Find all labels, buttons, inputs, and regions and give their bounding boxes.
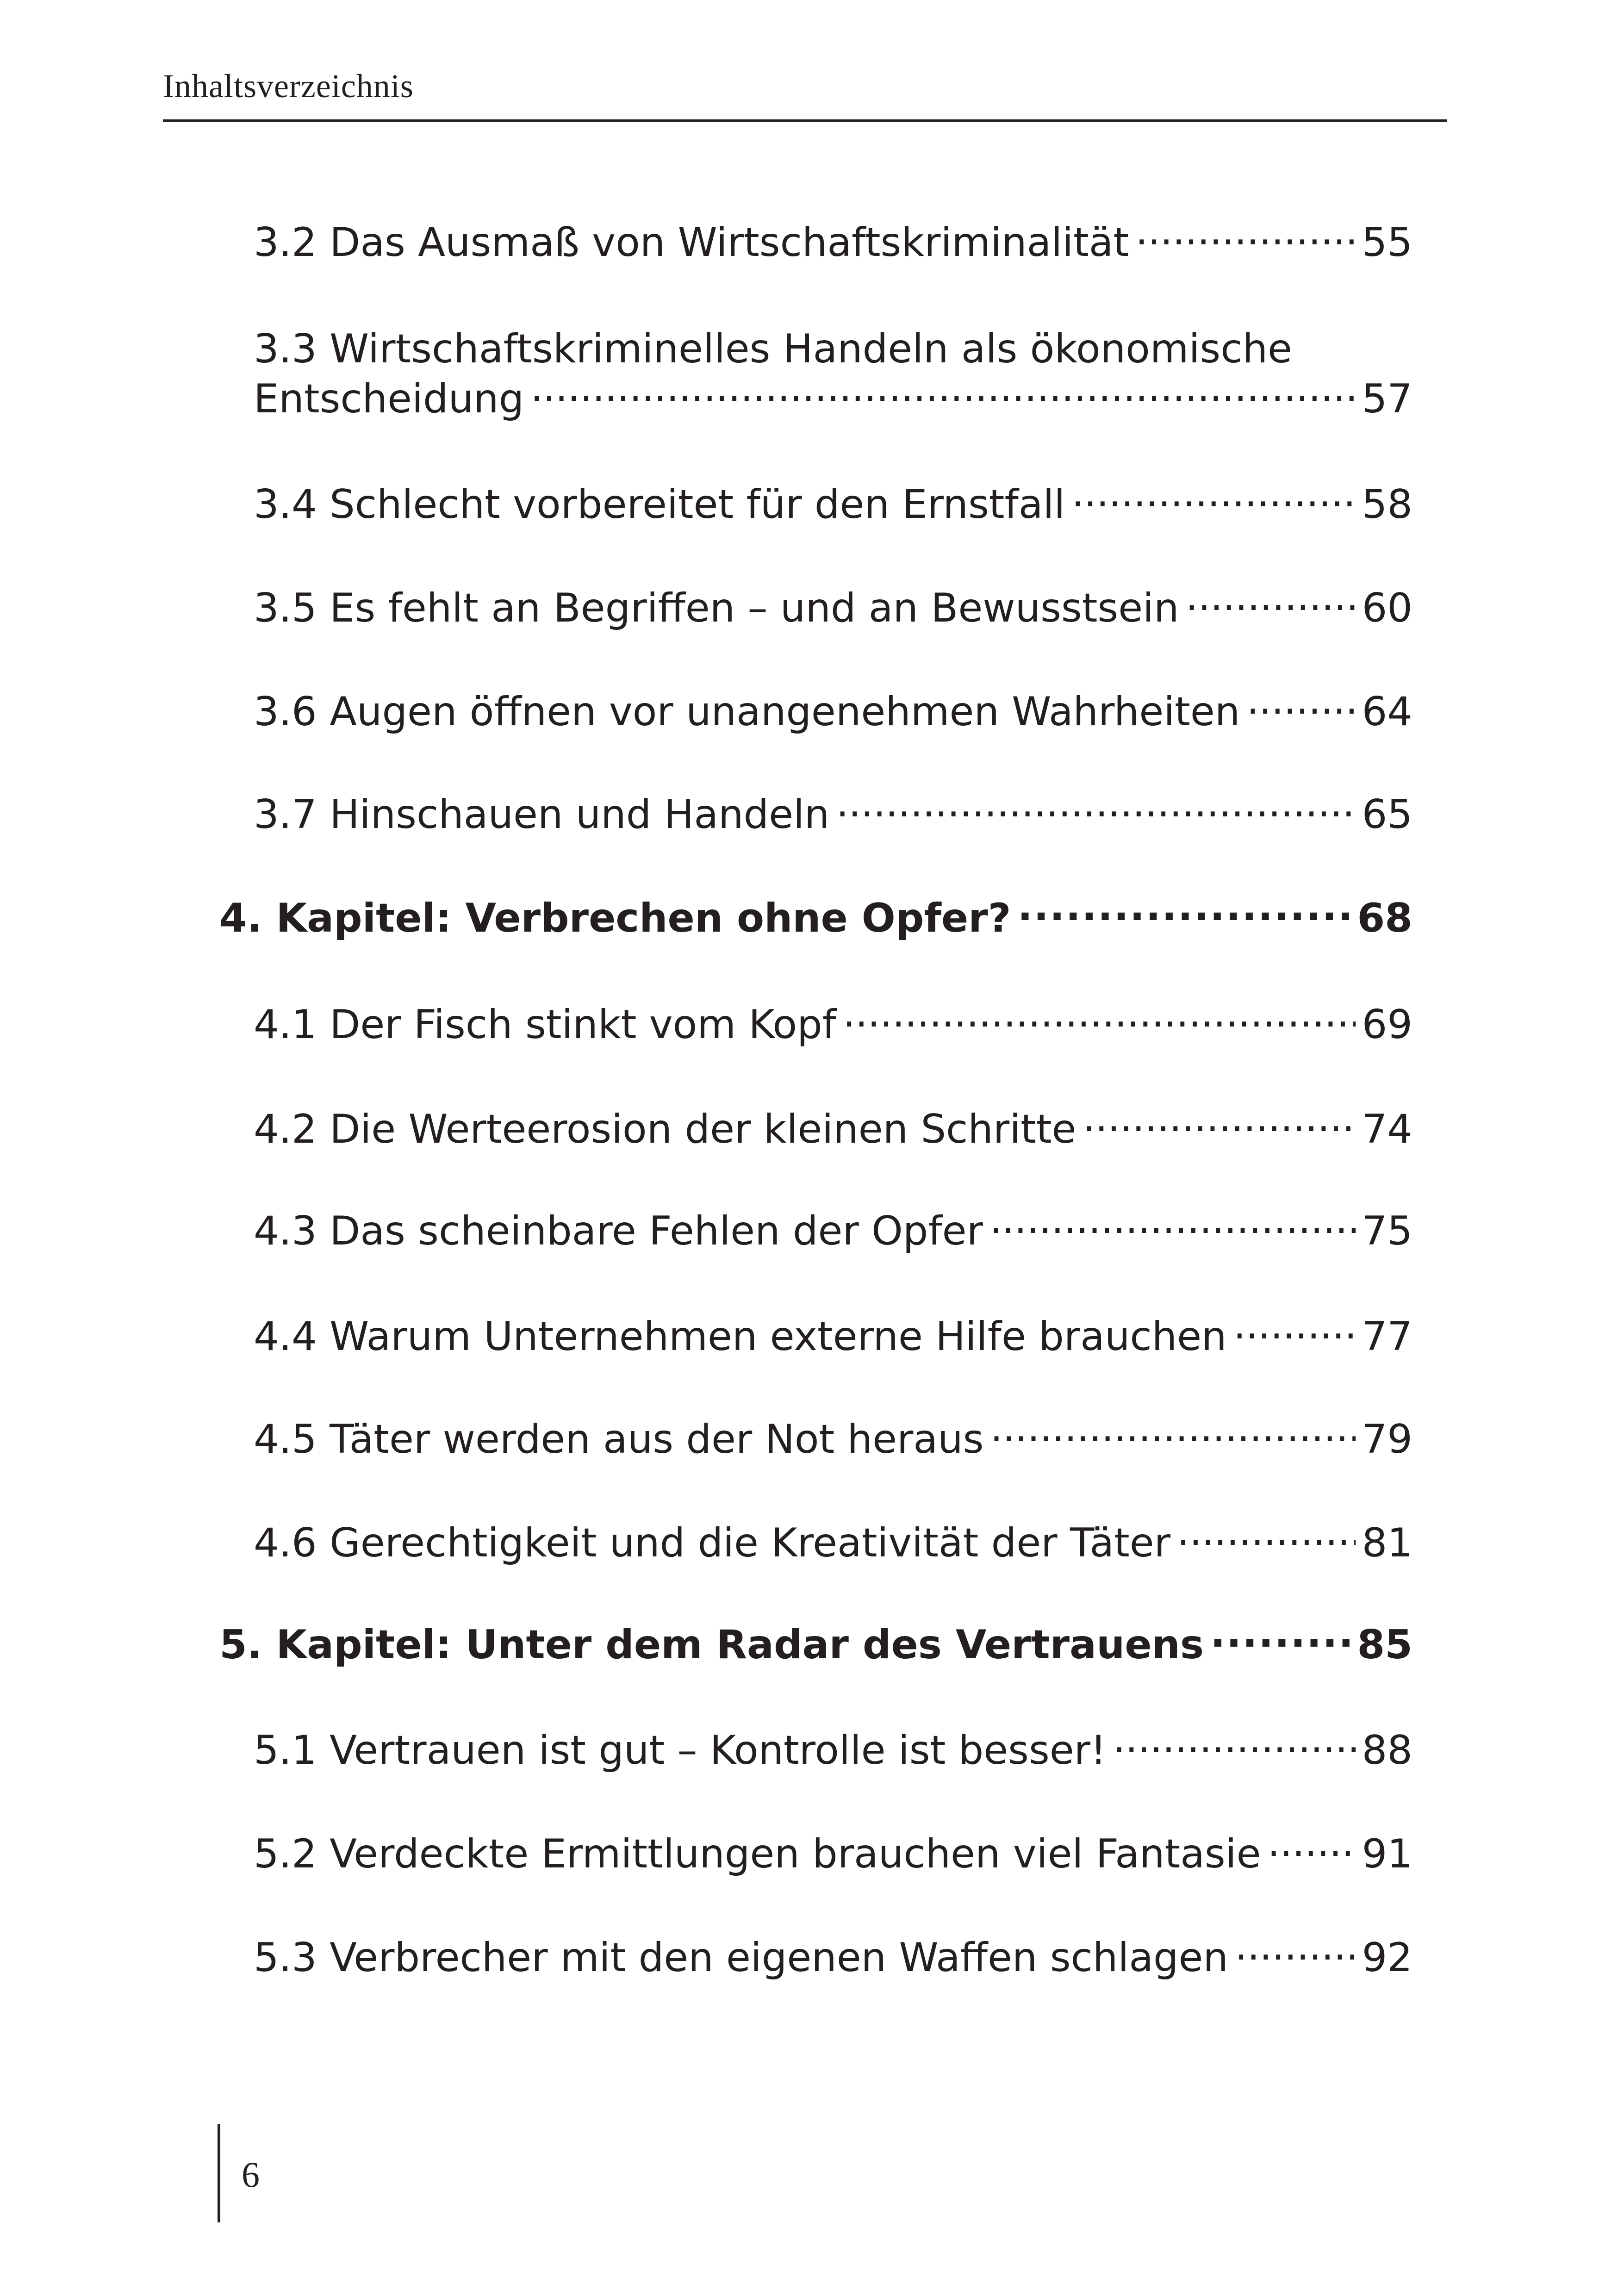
toc-leader-dots [1113,1726,1356,1764]
toc-chapter-entry [219,1620,1413,1670]
toc-leader-dots [530,374,1355,412]
toc-entry [254,479,1413,529]
toc-entry-title: 3.2 Das Ausmaß von Wirtschaftskriminalität [254,219,1129,266]
toc-entry [254,1829,1413,1879]
toc-leader-dots [989,1207,1356,1244]
toc-entry-title: Entscheidung [254,376,524,422]
toc-leader-dots [843,1000,1356,1038]
toc-entry-page: 88 [1362,1727,1413,1773]
toc-leader-dots [1235,1933,1356,1971]
toc-entry-page: 57 [1362,376,1413,422]
toc-entry-page: 75 [1362,1208,1413,1254]
toc-entry-title: 4.1 Der Fisch stinkt vom Kopf [254,1002,836,1048]
toc-entry-page: 92 [1362,1935,1413,1981]
toc-entry [254,790,1413,840]
toc-entry-page: 58 [1362,481,1413,528]
toc-leader-dots [990,1415,1355,1453]
toc-entry-page: 55 [1362,219,1413,266]
header-rule [163,119,1447,122]
toc-entry [254,1104,1413,1154]
toc-entry [254,1312,1413,1362]
toc-entry-title: 3.5 Es fehlt an Begriffen – und an Bewusstsein [254,585,1179,631]
toc-chapter-title: 4. Kapitel: Verbrechen ohne Opfer? [219,895,1011,941]
toc-entry-page: 69 [1362,1002,1413,1048]
running-head: Inhaltsverzeichnis [163,68,414,105]
toc-entry-title: 3.4 Schlecht vorbereitet für den Ernstfall [254,481,1065,528]
toc-entry [254,1000,1413,1050]
toc-entry-title: 4.6 Gerechtigkeit und die Kreativität der Täter [254,1520,1171,1566]
toc-entry [254,1725,1413,1775]
page-number: 6 [242,2154,260,2195]
toc-entry [254,583,1413,633]
toc-entry-title: 5.2 Verdeckte Ermittlungen brauchen viel Fantasie [254,1831,1261,1877]
toc-entry [254,1933,1413,1983]
toc-entry-page: 74 [1362,1106,1413,1152]
folio-rule [218,2124,220,2222]
toc-entry [254,687,1413,737]
toc-entry-title: 3.6 Augen öffnen vor unangenehmen Wahrheiten [254,689,1240,735]
toc-leader-dots [1268,1829,1356,1867]
toc-entry-title: 4.2 Die Werteerosion der kleinen Schritte [254,1106,1077,1152]
toc-entry [254,1414,1413,1464]
toc-leader-dots [1083,1105,1355,1143]
toc-entry-page: 91 [1362,1831,1413,1877]
toc-entry [254,1206,1413,1256]
toc-leader-dots [1135,218,1355,256]
toc-entry [254,1518,1413,1568]
toc-entry-page: 60 [1362,585,1413,631]
toc-leader-dots [1186,584,1356,622]
toc-entry-title-line1: 3.3 Wirtschaftskriminelles Handeln als ökonomische [254,326,1292,372]
toc-entry-page: 79 [1362,1416,1413,1462]
toc-entry-title: 5.3 Verbrecher mit den eigenen Waffen schlagen [254,1935,1228,1981]
toc-leader-dots [1018,894,1351,932]
toc-leader-dots [1177,1518,1356,1556]
toc-leader-dots [836,790,1355,828]
toc-leader-dots [1071,480,1355,518]
toc-entry-page: 81 [1362,1520,1413,1566]
toc-leader-dots [1210,1620,1350,1658]
toc-chapter-title: 5. Kapitel: Unter dem Radar des Vertrauens [219,1622,1204,1668]
toc-chapter-page: 85 [1357,1622,1413,1668]
toc-entry-title: 4.3 Das scheinbare Fehlen der Opfer [254,1208,983,1254]
toc-entry-title: 4.4 Warum Unternehmen externe Hilfe brauchen [254,1313,1227,1360]
toc-leader-dots [1233,1312,1356,1350]
toc-entry-page: 64 [1362,689,1413,735]
toc-entry-page: 77 [1362,1313,1413,1360]
toc-entry [254,324,1413,424]
toc-entry-title: 5.1 Vertrauen ist gut – Kontrolle ist besser! [254,1727,1107,1773]
toc-entry-title: 3.7 Hinschauen und Handeln [254,791,830,838]
toc-entry-page: 65 [1362,791,1413,838]
toc-chapter-page: 68 [1357,895,1413,941]
toc-chapter-entry [219,893,1413,943]
toc-leader-dots [1246,687,1355,725]
toc-entry [254,218,1413,268]
toc-entry-title: 4.5 Täter werden aus der Not heraus [254,1416,984,1462]
